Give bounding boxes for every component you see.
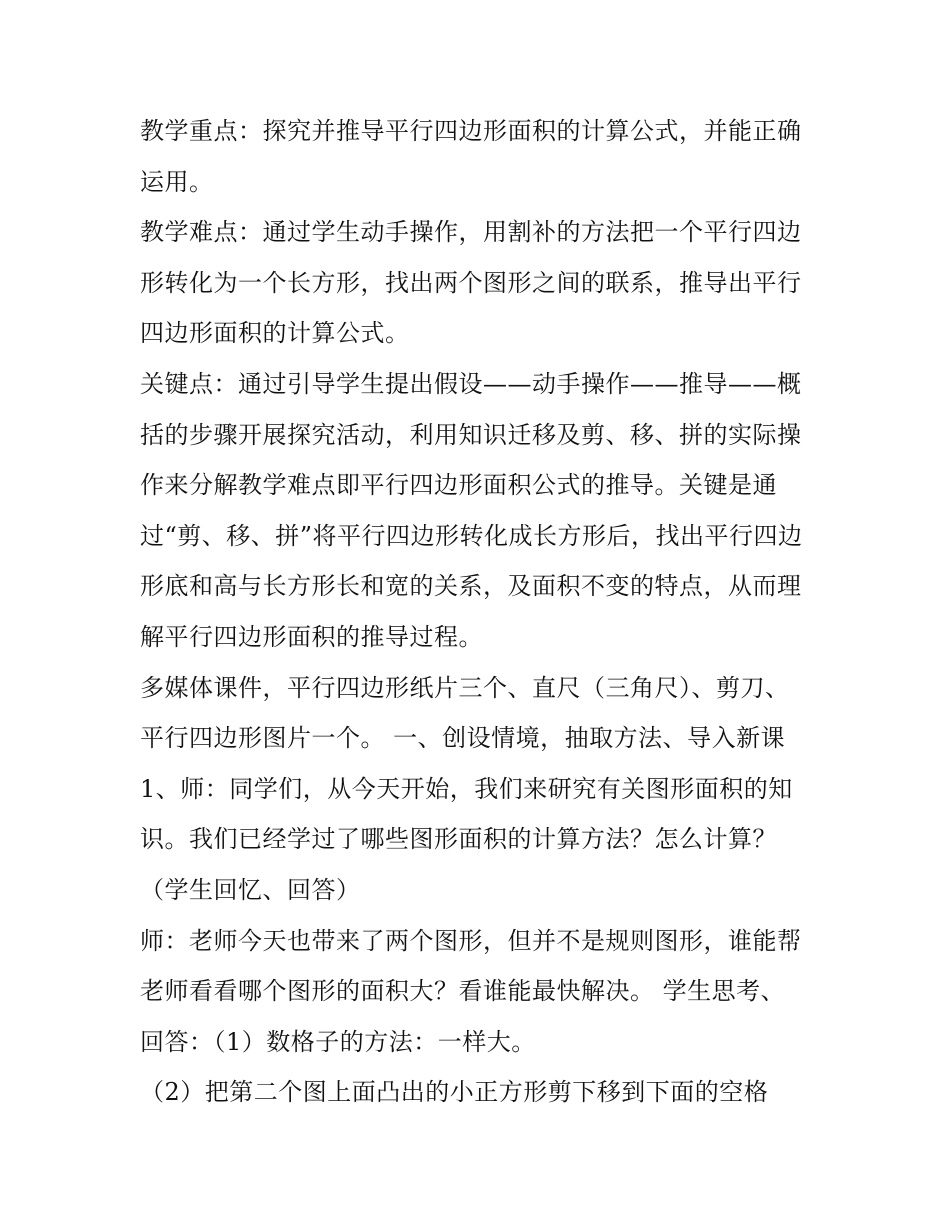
text-line: 四边形面积的计算公式。 [140, 319, 410, 348]
text-line: 回答：（1）数格子的方法：一样大。 [140, 1027, 536, 1056]
text-line: 教学难点：通过学生动手操作，用割补的方法把一个平行四边 [140, 218, 802, 247]
text-line: 多媒体课件，平行四边形纸片三个、直尺（三角尺）、剪刀、 [140, 673, 790, 702]
text-line: 师：老师今天也带来了两个图形，但并不是规则图形，谁能帮 [140, 926, 802, 955]
text-line: （2）把第二个图上面凸出的小正方形剪下移到下面的空格 [140, 1078, 769, 1107]
document-body [140, 106, 820, 1118]
text-line: 形底和高与长方形长和宽的关系，及面积不变的特点，从而理 [140, 572, 802, 601]
text-line: 识。我们已经学过了哪些图形面积的计算方法？怎么计算？ [140, 825, 777, 854]
text-line: 教学重点：探究并推导平行四边形面积的计算公式，并能正确 [140, 117, 802, 145]
text-line: 作来分解教学难点即平行四边形面积公式的推导。关键是通 [140, 471, 777, 500]
text-line: 过“剪、移、拼”将平行四边形转化成长方形后，找出平行四边 [140, 521, 803, 550]
text-line: 老师看看哪个图形的面积大？看谁能最快解决。 学生思考、 [140, 977, 786, 1006]
text-line: 运用。 [140, 167, 214, 196]
text-line: 关键点：通过引导学生提出假设——动手操作——推导——概 [140, 369, 802, 398]
text-line: 形转化为一个长方形，找出两个图形之间的联系，推导出平行 [140, 268, 802, 297]
text-line: 解平行四边形面积的推导过程。 [140, 622, 483, 651]
text-line: 括的步骤开展探究活动，利用知识迁移及剪、移、拼的实际操 [140, 420, 802, 449]
text-line: （学生回忆、回答） [140, 875, 361, 904]
text-line: 1、师：同学们，从今天开始，我们来研究有关图形面积的知 [140, 774, 793, 803]
text-line: 平行四边形图片一个。 一、创设情境，抽取方法、导入新课 [140, 724, 786, 753]
